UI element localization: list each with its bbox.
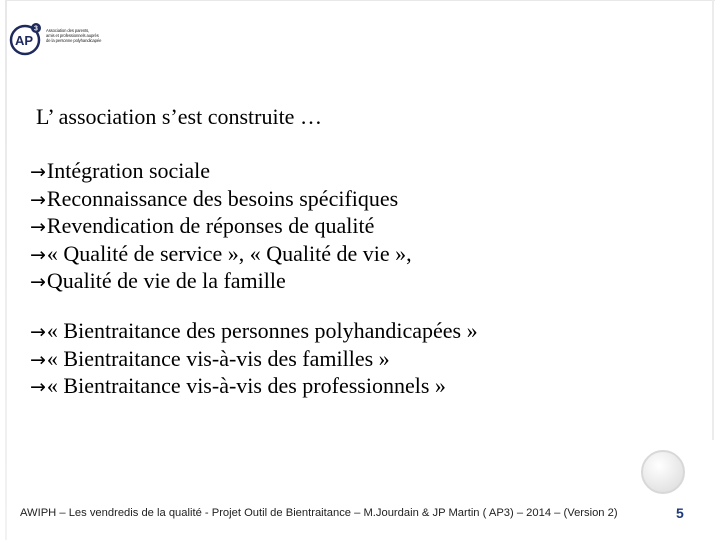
list-item-text: « Bientraitance vis-à-vis des familles » [46,345,390,371]
ap3-badge-icon [8,22,44,58]
list-item [30,268,412,296]
list-item-text: Intégration sociale [46,158,211,183]
decorative-circle-icon [640,449,686,495]
list-item-text: Qualité de vie de la famille [46,268,286,293]
logo-caption-line: de la personne polyhandicapée [46,38,102,43]
bientraitance-list [30,318,478,401]
list-item [30,241,412,269]
list-item-text: Reconnaissance des besoins spécifiques [46,185,399,211]
integration-list [30,158,412,296]
arrow-right-icon: → [30,271,46,293]
list-item-text: Revendication de réponses de qualité [46,213,375,238]
list-item [30,318,478,346]
logo-badge-text: AP [14,33,34,48]
logo-caption [46,28,101,43]
list-item-text: « Bientraitance vis-à-vis des professionnels » [46,373,446,398]
slide-footer: AWIPH – Les vendredis de la qualité - Projet Outil de Bientraitance – M.Jourdain & JP Martin ( AP3) – 2014 – (Version 2) [20,507,618,519]
top-border [7,0,715,1]
list-item [30,213,412,241]
arrow-right-icon: → [30,216,46,238]
list-item [30,346,478,374]
arrow-right-icon: → [30,188,46,211]
ap3-logo [8,22,118,58]
arrow-right-icon: → [30,243,46,266]
logo-superscript: 3 [34,25,38,33]
arrow-right-icon: → [30,321,46,343]
logo-caption-line: Association des parents, [46,28,90,33]
slide-heading: L’ association s’est construite … [36,104,322,129]
list-item [30,186,412,214]
list-item [30,373,478,401]
left-border [5,0,7,540]
arrow-right-icon: → [30,161,46,183]
right-border [712,0,714,440]
arrow-right-icon: → [30,376,46,398]
page-number: 5 [676,505,684,521]
list-item [30,158,412,186]
logo-caption-line: amis et professionnels auprès [46,33,99,38]
arrow-right-icon: → [30,348,46,371]
list-item-text: « Qualité de service », « Qualité de vie », [46,240,412,266]
list-item-text: « Bientraitance des personnes polyhandicapées » [46,318,478,343]
